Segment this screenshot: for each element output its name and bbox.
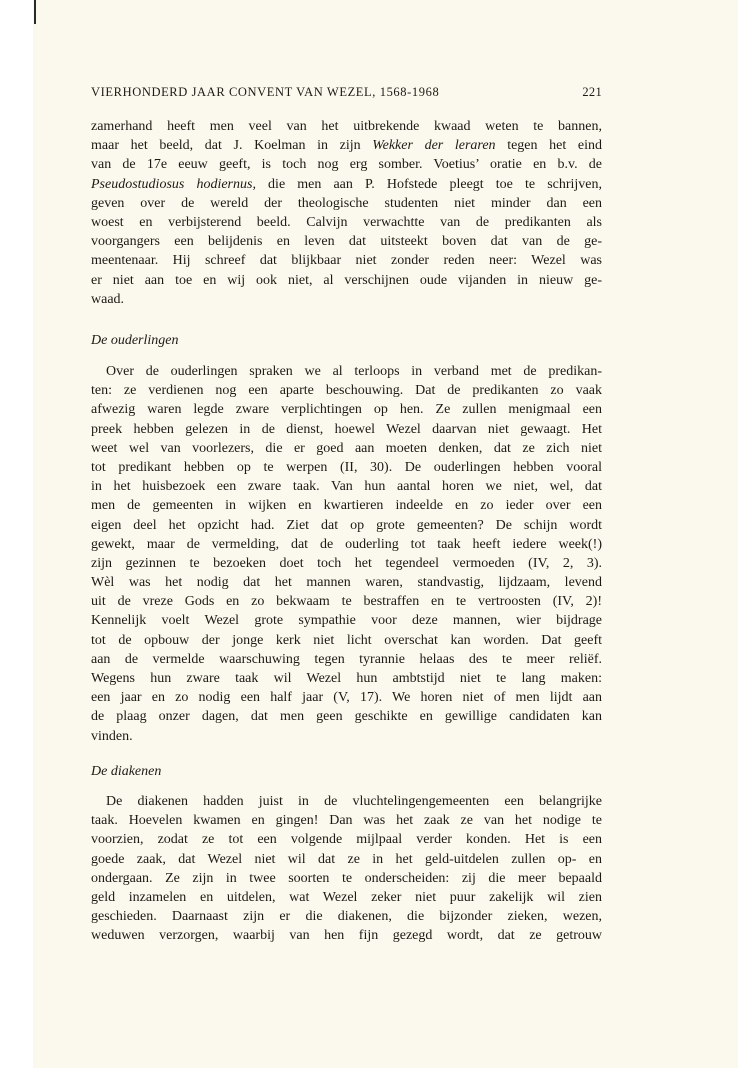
- paragraph-ouderlingen: [91, 362, 602, 746]
- italic-title: Wekker der leraren: [372, 138, 496, 154]
- text-line: men de gemeenten in wijken en kwartieren indeelde en zo ieder over een: [91, 498, 602, 514]
- text-line: geven over de wereld der theologische studenten niet minder dan een: [91, 195, 602, 211]
- text-line: eigen deel het opzicht had. Ziet dat op grote gemeenten? De schijn wordt: [91, 517, 602, 533]
- text-line: maar het beeld, dat J. Koelman in zijn Wekker der leraren tegen het eind: [91, 138, 602, 154]
- text-line: voorgangers een belijdenis en leven dat uitsteekt boven dat van de ge-: [91, 234, 602, 250]
- text-line: Wèl was het nodig dat het mannen waren, standvastig, lijdzaam, levend: [91, 575, 602, 591]
- text-line: goede zaak, dat Wezel niet wil dat ze in het geld-uitdelen zullen op- en: [91, 851, 602, 867]
- text-line: er niet aan toe en wij ook niet, al verschijnen oude vijanden in nieuw ge-: [91, 272, 602, 288]
- text-line: afwezig waren legde zware verplichtingen op hen. Ze zullen menigmaal een: [91, 402, 602, 418]
- text-line: Pseudostudiosus hodiernus, die men aan P. Hofstede pleegt toe te schrijven,: [91, 176, 603, 192]
- text-line: preek hebben gelezen in de dienst, hoewel Wezel daarvan niet gewaagt. Het: [91, 421, 602, 437]
- text-line: ondergaan. Ze zijn in twee soorten te onderscheiden: zij die meer bepaald: [91, 870, 602, 886]
- text-line: gewekt, maar de vermelding, dat de ouderling tot taak heeft iedere week(!): [91, 536, 602, 552]
- text-line: waad.: [91, 291, 125, 307]
- text-line: van de 17e eeuw geeft, is toch nog erg somber. Voetius’ oratie en b.v. de: [91, 157, 602, 173]
- running-title: VIERHONDERD JAAR CONVENT VAN WEZEL, 1568-1968: [91, 85, 440, 99]
- text-line: geschieden. Daarnaast zijn er die diakenen, die bijzonder zieken, wezen,: [91, 909, 602, 925]
- text-line: weduwen verzorgen, waarbij van hen fijn gezegd wordt, dat ze getrouw: [91, 928, 602, 944]
- text-line: ten: ze verdienen nog een aparte beschouwing. Dat de predikanten zo vaak: [91, 383, 602, 399]
- text-line: Wegens hun zware taak wil Wezel hun ambtstijd niet te lang maken:: [91, 671, 602, 686]
- text-line: zijn gezinnen te bezoeken doet toch het tegendeel vermoeden (IV, 2, 3).: [91, 555, 602, 571]
- text-line: Over de ouderlingen spraken we al terloops in verband met de predikan-: [106, 364, 602, 379]
- text-line: voorzien, zodat ze tot een volgende mijlpaal verder konden. Het is een: [91, 832, 602, 848]
- text-line: vinden.: [91, 728, 133, 744]
- text-line: geld inzamelen en uitdelen, wat Wezel zeker niet puur zakelijk wil zien: [91, 889, 602, 905]
- text-line: woest en verbijsterend beeld. Calvijn verwachtte van de predikanten als: [91, 214, 602, 230]
- binding-rule: [34, 0, 36, 24]
- text-line: tot predikant hebben op te werpen (II, 30). De ouderlingen hebben vooral: [91, 459, 602, 475]
- section-heading-diakenen: De diakenen: [91, 764, 162, 779]
- text-line: weet wel van voorlezers, die er goed aan moeten denken, dat ze zich niet: [91, 440, 602, 456]
- text-line: meentenaar. Hij schreef dat blijkbaar niet zonder reden neer: Wezel was: [91, 253, 602, 269]
- text-line: Kennelijk voelt Wezel grote sympathie voor deze mannen, wier bijdrage: [91, 613, 602, 629]
- text-line: tot de opbouw der jonge kerk niet licht overschat kan worden. Dat geeft: [91, 632, 602, 648]
- text-line: zamerhand heeft men veel van het uitbrekende kwaad weten te bannen,: [91, 119, 602, 134]
- text-line: de plaag onzer dagen, dat men geen geschikte en gewillige candidaten kan: [91, 709, 602, 725]
- page-number: 221: [582, 85, 602, 99]
- text-line: een jaar en zo nodig een half jaar (V, 17). We horen niet of men lijdt aan: [91, 690, 602, 706]
- text-line: in het huisbezoek een zware taak. Van hun aantal horen we niet, wel, dat: [91, 479, 602, 495]
- running-header: [91, 85, 602, 100]
- paragraph-intro: [91, 117, 602, 309]
- text-line: taak. Hoevelen kwamen en gingen! Dan was het zaak ze van het nodige te: [91, 813, 602, 829]
- text-line: aan de vermelde waarschuwing tegen tyrannie helaas des te meer reliëf.: [91, 651, 602, 667]
- paragraph-diakenen: [91, 792, 602, 946]
- section-heading-ouderlingen: De ouderlingen: [91, 333, 179, 348]
- text-line: De diakenen hadden juist in de vluchtelingengemeenten een belangrijke: [106, 794, 602, 809]
- italic-title: Pseudostudiosus hodiernus,: [91, 176, 256, 192]
- text-line: uit de vreze Gods en zo bekwaam te bestraffen en te vertroosten (IV, 2)!: [91, 594, 602, 610]
